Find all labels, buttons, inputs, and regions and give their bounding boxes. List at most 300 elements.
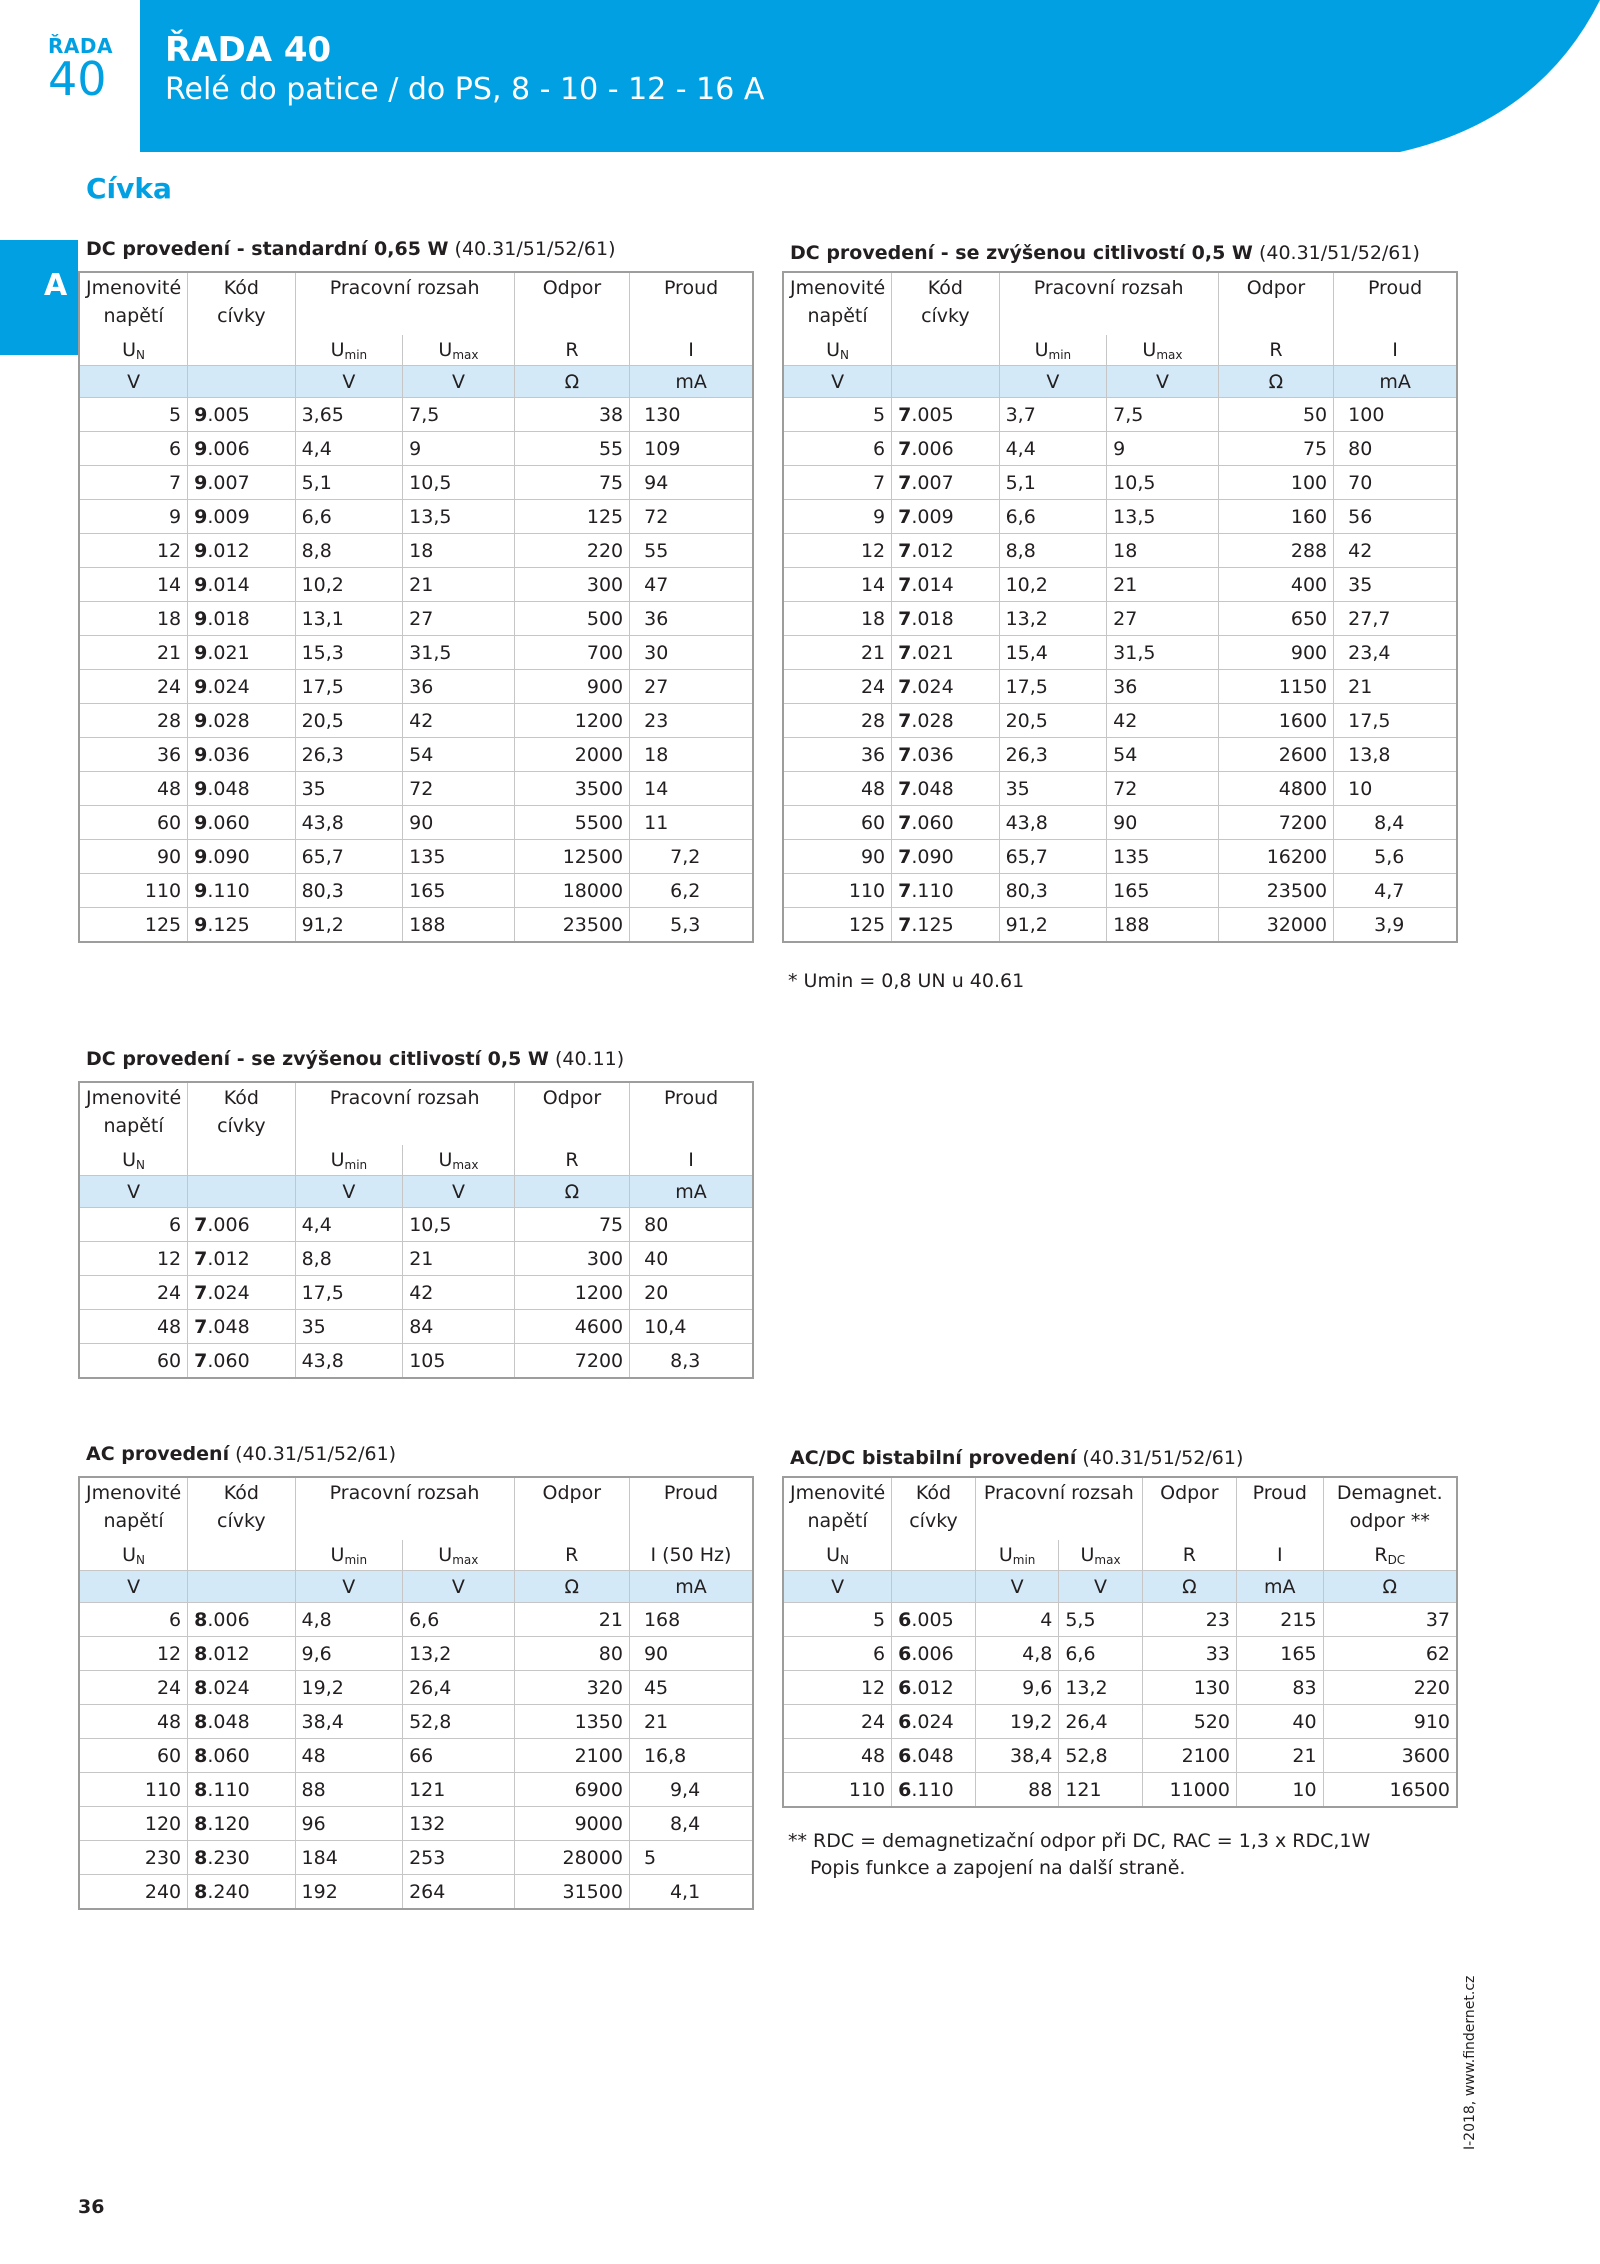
unit-v: V (79, 1176, 188, 1208)
cell-resistance: 80 (514, 1637, 629, 1671)
cell-umax: 26,4 (403, 1671, 515, 1705)
symbol-empty (188, 1145, 295, 1176)
series-label: ŘADA (48, 34, 113, 58)
cell-current: 13,8 (1334, 738, 1457, 772)
table-header-row (79, 305, 753, 335)
header-empty (1236, 1510, 1323, 1540)
cell-resistance: 700 (514, 636, 629, 670)
table-row (783, 636, 1457, 670)
cell-code: 6.005 (892, 1603, 976, 1637)
cell-umin: 8,8 (295, 1242, 403, 1276)
table-row (783, 840, 1457, 874)
table-title-dc-sensitive: DC provedení - se zvýšenou citlivostí 0,5 W (40.31/51/52/61) (790, 242, 1420, 264)
table-symbol-row (783, 335, 1457, 366)
cell-umax: 21 (403, 1242, 515, 1276)
cell-umax: 72 (403, 772, 515, 806)
cell-resistance: 75 (1218, 432, 1333, 466)
unit-v: V (783, 366, 892, 398)
cell-code: 9.060 (188, 806, 295, 840)
cell-current: 4,7 (1334, 874, 1457, 908)
header-resistance: Odpor (514, 1082, 629, 1115)
series-badge (0, 0, 140, 150)
cell-code: 8.024 (188, 1671, 295, 1705)
symbol-un: $U_N$ (783, 335, 892, 366)
cell-current: 14 (630, 772, 753, 806)
cell-umin: 80,3 (295, 874, 403, 908)
symbol-i: I (50 Hz) (650, 1544, 732, 1566)
table-row (79, 1773, 753, 1807)
cell-code: 9.012 (188, 534, 295, 568)
cell-resistance: 100 (1218, 466, 1333, 500)
cell-umin: 4,8 (975, 1637, 1058, 1671)
header-current: Proud (1367, 277, 1423, 299)
table-header-row (783, 305, 1457, 335)
symbol-i: I (1392, 339, 1398, 361)
table-row (79, 602, 753, 636)
cell-current: 130 (630, 398, 753, 432)
cell-code: 7.090 (892, 840, 999, 874)
header-rated-voltage-2: napětí (79, 1510, 188, 1540)
cell-resistance: 125 (514, 500, 629, 534)
unit-v: V (403, 366, 515, 398)
cell-umin: 17,5 (999, 670, 1107, 704)
cell-current: 47 (630, 568, 753, 602)
cell-demag: 16500 (1323, 1773, 1457, 1808)
cell-resistance: 2100 (1142, 1739, 1236, 1773)
header-demag: Demagnet. (1336, 1482, 1443, 1504)
cell-resistance: 900 (1218, 636, 1333, 670)
table-header-row (79, 272, 753, 305)
cell-code: 8.110 (188, 1773, 295, 1807)
cell-umin: 19,2 (295, 1671, 403, 1705)
cell-umax: 10,5 (403, 1208, 515, 1242)
table-symbol-row (79, 1145, 753, 1176)
cell-resistance: 400 (1218, 568, 1333, 602)
cell-current: 3,9 (1334, 908, 1457, 943)
header-empty (514, 305, 629, 335)
cell-umin: 4,8 (295, 1603, 403, 1637)
cell-umin: 10,2 (295, 568, 403, 602)
cell-umax: 90 (1107, 806, 1219, 840)
cell-umin: 15,3 (295, 636, 403, 670)
symbol-empty (188, 335, 295, 366)
header-operating-range: Pracovní rozsah (975, 1477, 1142, 1510)
cell-code: 7.014 (892, 568, 999, 602)
cell-umax: 13,5 (1107, 500, 1219, 534)
cell-resistance: 32000 (1218, 908, 1333, 943)
cell-demag: 3600 (1323, 1739, 1457, 1773)
cell-voltage: 7 (79, 466, 188, 500)
cell-voltage: 24 (79, 1671, 188, 1705)
unit-ma: mA (1236, 1571, 1323, 1603)
unit-ma: mA (629, 1571, 753, 1603)
header-current: Proud (663, 1087, 719, 1109)
table-row (79, 500, 753, 534)
table-row (79, 840, 753, 874)
cell-current: 21 (1334, 670, 1457, 704)
cell-voltage: 7 (783, 466, 892, 500)
cell-code: 9.024 (188, 670, 295, 704)
cell-resistance: 300 (514, 1242, 629, 1276)
table-header-row (79, 1477, 753, 1510)
cell-voltage: 48 (783, 1739, 892, 1773)
cell-current: 109 (630, 432, 753, 466)
cell-umax: 135 (403, 840, 515, 874)
symbol-umax: $U_{max}$ (403, 335, 515, 366)
symbol-r: R (1218, 335, 1333, 366)
section-tab (0, 240, 78, 355)
cell-resistance: 520 (1142, 1705, 1236, 1739)
header-empty (1142, 1510, 1236, 1540)
cell-umax: 21 (403, 568, 515, 602)
table-title-ac: AC provedení (40.31/51/52/61) (86, 1443, 397, 1465)
table-row (783, 772, 1457, 806)
cell-voltage: 90 (783, 840, 892, 874)
cell-code: 7.012 (892, 534, 999, 568)
cell-umin: 6,6 (999, 500, 1107, 534)
cell-umax: 13,2 (1059, 1671, 1142, 1705)
cell-umax: 21 (1107, 568, 1219, 602)
cell-code: 8.012 (188, 1637, 295, 1671)
table-units-row (79, 1571, 753, 1603)
table-dc-sensitive-40-11 (78, 1081, 754, 1379)
cell-voltage: 28 (79, 704, 188, 738)
unit-ohm: Ω (1142, 1571, 1236, 1603)
cell-umin: 4,4 (295, 432, 403, 466)
symbol-umax: $U_{max}$ (1107, 335, 1219, 366)
cell-umax: 132 (403, 1807, 515, 1841)
cell-code: 9.006 (188, 432, 295, 466)
cell-umin: 6,6 (295, 500, 403, 534)
table-row (79, 1310, 753, 1344)
cell-resistance: 2000 (514, 738, 629, 772)
symbol-un: $U_N$ (783, 1540, 892, 1571)
cell-voltage: 60 (79, 1739, 188, 1773)
unit-v: V (295, 1176, 403, 1208)
symbol-rdc: $R_{DC}$ (1374, 1543, 1406, 1567)
symbol-r: R (1142, 1540, 1236, 1571)
cell-umin: 13,2 (999, 602, 1107, 636)
header-rated-voltage-2: napětí (79, 1115, 188, 1145)
cell-voltage: 48 (79, 1310, 188, 1344)
cell-umin: 96 (295, 1807, 403, 1841)
unit-v: V (403, 1571, 515, 1603)
table-row (79, 1603, 753, 1637)
cell-current: 36 (630, 602, 753, 636)
series-number: 40 (48, 52, 107, 106)
page-number: 36 (78, 2196, 105, 2218)
cell-umax: 121 (1059, 1773, 1142, 1808)
cell-code: 9.021 (188, 636, 295, 670)
cell-current: 10 (1334, 772, 1457, 806)
cell-code: 7.060 (892, 806, 999, 840)
unit-v: V (79, 366, 188, 398)
table-row (783, 500, 1457, 534)
cell-voltage: 60 (783, 806, 892, 840)
unit-v: V (999, 366, 1107, 398)
cell-resistance: 28000 (514, 1841, 629, 1875)
cell-umax: 72 (1107, 772, 1219, 806)
cell-voltage: 24 (79, 1276, 188, 1310)
cell-umax: 10,5 (403, 466, 515, 500)
table-row (79, 1671, 753, 1705)
cell-code: 9.009 (188, 500, 295, 534)
cell-code: 6.048 (892, 1739, 976, 1773)
cell-voltage: 5 (783, 1603, 892, 1637)
cell-umin: 35 (295, 1310, 403, 1344)
cell-umax: 18 (403, 534, 515, 568)
symbol-umax: $U_{max}$ (403, 1540, 515, 1571)
cell-code: 9.005 (188, 398, 295, 432)
symbol-umin: $U_{min}$ (295, 1540, 403, 1571)
cell-current: 165 (1236, 1637, 1323, 1671)
header-operating-range: Pracovní rozsah (295, 272, 514, 305)
table-row (783, 1603, 1457, 1637)
cell-code: 6.110 (892, 1773, 976, 1808)
cell-umax: 7,5 (1107, 398, 1219, 432)
symbol-umin: $U_{min}$ (295, 335, 403, 366)
table-header-row (79, 1115, 753, 1145)
table-row (783, 602, 1457, 636)
cell-code: 8.230 (188, 1841, 295, 1875)
cell-voltage: 5 (783, 398, 892, 432)
cell-umax: 13,2 (403, 1637, 515, 1671)
cell-umin: 65,7 (999, 840, 1107, 874)
unit-empty (892, 366, 999, 398)
cell-resistance: 1200 (514, 704, 629, 738)
cell-current: 21 (629, 1705, 753, 1739)
table-units-row (783, 366, 1457, 398)
symbol-r: R (514, 1540, 629, 1571)
table-row (783, 466, 1457, 500)
cell-voltage: 24 (783, 670, 892, 704)
cell-demag: 910 (1323, 1705, 1457, 1739)
logo-wordmark: finder (1284, 63, 1414, 109)
cell-code: 7.110 (892, 874, 999, 908)
table-row (783, 738, 1457, 772)
table-ac (78, 1476, 754, 1910)
symbol-r: R (514, 1145, 629, 1176)
header-rated-voltage: Jmenovité (79, 1082, 188, 1115)
cell-voltage: 5 (79, 398, 188, 432)
cell-code: 7.048 (188, 1310, 295, 1344)
cell-umax: 27 (403, 602, 515, 636)
symbol-i: I (688, 339, 694, 361)
cell-current: 23,4 (1334, 636, 1457, 670)
cell-resistance: 50 (1218, 398, 1333, 432)
table-row (79, 806, 753, 840)
table-row (79, 1739, 753, 1773)
unit-ohm: Ω (514, 366, 629, 398)
unit-empty (188, 1571, 295, 1603)
cell-umin: 9,6 (295, 1637, 403, 1671)
page-subtitle: Relé do patice / do PS, 8 - 10 - 12 - 16 A (165, 72, 765, 107)
cell-resistance: 16200 (1218, 840, 1333, 874)
cell-umin: 19,2 (975, 1705, 1058, 1739)
cell-umin: 80,3 (999, 874, 1107, 908)
cell-voltage: 230 (79, 1841, 188, 1875)
table-row (79, 534, 753, 568)
cell-resistance: 12500 (514, 840, 629, 874)
cell-resistance: 1600 (1218, 704, 1333, 738)
edition-note: I-2018, www.findernet.cz (1462, 1975, 1478, 2150)
cell-current: 8,3 (630, 1344, 753, 1379)
header-rated-voltage: Jmenovité (783, 1477, 892, 1510)
cell-umin: 38,4 (975, 1739, 1058, 1773)
cell-resistance: 3500 (514, 772, 629, 806)
header-empty (295, 1510, 514, 1540)
header-coil-code: Kód (188, 1477, 295, 1510)
cell-voltage: 6 (79, 1603, 188, 1637)
table-title-dc-standard: DC provedení - standardní 0,65 W (40.31/51/52/61) (86, 238, 616, 260)
cell-current: 6,2 (630, 874, 753, 908)
table-row (79, 874, 753, 908)
cell-umin: 8,8 (295, 534, 403, 568)
symbol-un: $U_N$ (79, 1540, 188, 1571)
table-row (79, 738, 753, 772)
cell-resistance: 6900 (514, 1773, 629, 1807)
cell-voltage: 21 (783, 636, 892, 670)
cell-resistance: 7200 (514, 1344, 629, 1379)
cell-resistance: 55 (514, 432, 629, 466)
table-row (783, 1671, 1457, 1705)
header-empty (514, 1115, 629, 1145)
symbol-empty (188, 1540, 295, 1571)
cell-resistance: 38 (514, 398, 629, 432)
cell-resistance: 33 (1142, 1637, 1236, 1671)
cell-current: 5 (629, 1841, 753, 1875)
cell-current: 72 (630, 500, 753, 534)
header-resistance: Odpor (514, 272, 629, 305)
cell-umax: 31,5 (1107, 636, 1219, 670)
cell-current: 5,6 (1334, 840, 1457, 874)
note-umin: * Umin = 0,8 UN u 40.61 (788, 970, 1025, 992)
cell-code: 9.028 (188, 704, 295, 738)
table-row (79, 1208, 753, 1242)
symbol-umin: $U_{min}$ (295, 1145, 403, 1176)
header-coil-code-2: cívky (188, 305, 295, 335)
cell-umax: 264 (403, 1875, 515, 1910)
cell-resistance: 11000 (1142, 1773, 1236, 1808)
cell-code: 7.024 (188, 1276, 295, 1310)
cell-code: 8.060 (188, 1739, 295, 1773)
symbol-i: I (688, 1149, 694, 1171)
cell-resistance: 160 (1218, 500, 1333, 534)
cell-voltage: 120 (79, 1807, 188, 1841)
note-rdc: ** RDC = demagnetizační odpor při DC, RAC = 1,3 x RDC,1W (788, 1830, 1371, 1852)
cell-resistance: 300 (514, 568, 629, 602)
header-resistance: Odpor (514, 1477, 629, 1510)
cell-current: 55 (630, 534, 753, 568)
table-row (783, 432, 1457, 466)
symbol-umin: $U_{min}$ (999, 335, 1107, 366)
table-row (783, 806, 1457, 840)
header-rated-voltage-2: napětí (783, 1510, 892, 1540)
cell-voltage: 110 (79, 1773, 188, 1807)
cell-voltage: 18 (783, 602, 892, 636)
cell-umin: 17,5 (295, 1276, 403, 1310)
finder-logo-icon (1220, 58, 1276, 114)
cell-current: 23 (630, 704, 753, 738)
cell-code: 9.014 (188, 568, 295, 602)
table-symbol-row (783, 1540, 1457, 1571)
header-operating-range: Pracovní rozsah (295, 1082, 514, 1115)
table-row (783, 534, 1457, 568)
cell-umin: 43,8 (295, 1344, 403, 1379)
cell-voltage: 18 (79, 602, 188, 636)
header-coil-code-2: cívky (892, 305, 999, 335)
cell-demag: 37 (1323, 1603, 1457, 1637)
cell-umax: 165 (1107, 874, 1219, 908)
cell-umin: 8,8 (999, 534, 1107, 568)
cell-current: 4,1 (629, 1875, 753, 1910)
cell-umin: 38,4 (295, 1705, 403, 1739)
cell-current: 27,7 (1334, 602, 1457, 636)
cell-current: 5,3 (630, 908, 753, 943)
header-empty (514, 1510, 629, 1540)
cell-umin: 3,7 (999, 398, 1107, 432)
symbol-umax: $U_{max}$ (1059, 1540, 1142, 1571)
cell-current: 45 (629, 1671, 753, 1705)
cell-code: 9.007 (188, 466, 295, 500)
cell-code: 7.021 (892, 636, 999, 670)
table-symbol-row (79, 335, 753, 366)
cell-umin: 3,65 (295, 398, 403, 432)
unit-empty (892, 1571, 976, 1603)
cell-umax: 31,5 (403, 636, 515, 670)
header-operating-range: Pracovní rozsah (999, 272, 1218, 305)
cell-voltage: 6 (783, 432, 892, 466)
cell-code: 7.005 (892, 398, 999, 432)
cell-code: 8.120 (188, 1807, 295, 1841)
cell-umax: 188 (403, 908, 515, 943)
table-row (79, 1705, 753, 1739)
cell-resistance: 2100 (514, 1739, 629, 1773)
unit-v: V (295, 1571, 403, 1603)
cell-current: 10,4 (630, 1310, 753, 1344)
finder-logo (1220, 56, 1413, 116)
cell-umax: 42 (403, 704, 515, 738)
cell-voltage: 12 (79, 534, 188, 568)
cell-resistance: 220 (514, 534, 629, 568)
cell-voltage: 6 (783, 1637, 892, 1671)
cell-umin: 20,5 (295, 704, 403, 738)
cell-resistance: 18000 (514, 874, 629, 908)
table-row (783, 1739, 1457, 1773)
table-bistable (782, 1476, 1458, 1808)
unit-ohm: Ω (1323, 1571, 1457, 1603)
table-units-row (79, 366, 753, 398)
cell-umax: 27 (1107, 602, 1219, 636)
section-title: Cívka (86, 172, 172, 205)
cell-code: 7.125 (892, 908, 999, 943)
cell-voltage: 48 (79, 772, 188, 806)
header-rated-voltage-2: napětí (783, 305, 892, 335)
cell-code: 7.007 (892, 466, 999, 500)
table-dc-sensitive (782, 271, 1458, 943)
cell-umax: 26,4 (1059, 1705, 1142, 1739)
table-units-row (79, 1176, 753, 1208)
cell-voltage: 36 (783, 738, 892, 772)
cell-umax: 36 (1107, 670, 1219, 704)
table-dc-standard (78, 271, 754, 943)
cell-voltage: 14 (783, 568, 892, 602)
note-next-page: Popis funkce a zapojení na další straně. (810, 1857, 1186, 1879)
header-empty (975, 1510, 1142, 1540)
header-resistance: Odpor (1218, 272, 1333, 305)
cell-umin: 13,1 (295, 602, 403, 636)
table-header-row (783, 1477, 1457, 1510)
